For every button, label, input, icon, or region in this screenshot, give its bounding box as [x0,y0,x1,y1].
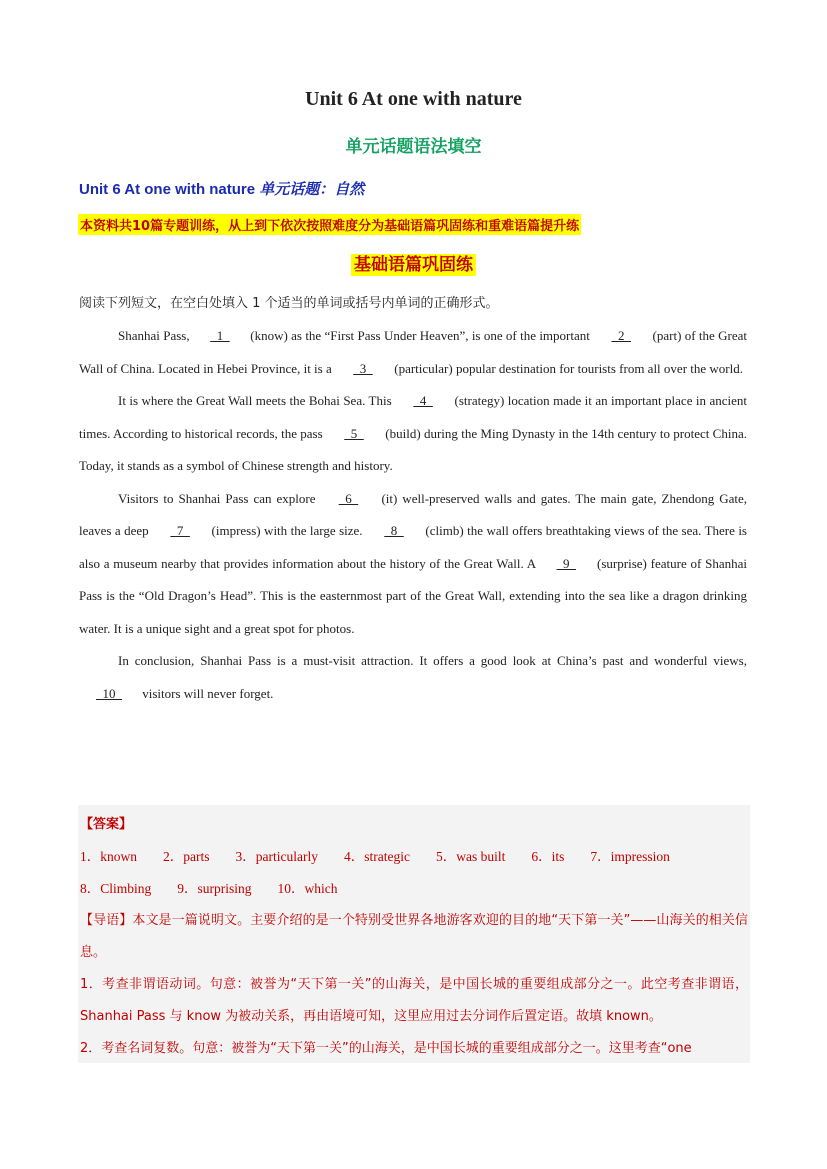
unit-topic-line [79,178,364,199]
unit-topic-en: Unit 6 At one with nature [79,181,260,198]
passage-text: (surprise) feature of Shanhai Pass is the “Old Dragon’s Head”. This is the easternmost part of the Great Wall, extending into the sea like a dragon drinking water. It is a unique sight and a great spot for photos. [79,555,748,636]
blank-6: 6 [338,490,359,506]
exercise-instruction: 阅读下列短文，在空白处填入 1 个适当的单词或括号内单词的正确形式。 [79,296,499,311]
section-heading [0,250,827,275]
answer-explanation-2: 2．考查名词复数。句意：被誉为“天下第一关”的山海关，是中国长城的重要组成部分之一。这里考查“one [80,1041,692,1056]
passage-text: (strategy) location made it an important place in ancient times. According to historical records, the pass [79,393,747,441]
blank-1: 1 [210,328,230,343]
answer-content [80,809,748,1065]
material-notice: 本资料共10篇专题训练，从上到下依次按照难度分为基础语篇巩固练和重难语篇提升练 [78,214,581,235]
blank-4: 4 [413,393,433,408]
passage-text: visitors will never forget. [139,685,274,701]
answer-item: 2．parts [163,849,210,864]
answer-item: 7．impression [590,849,670,864]
answer-item: 5．was built [435,849,506,864]
passage-paragraph-3 [79,483,747,646]
answer-item: 3．particularly [235,849,318,864]
passage-text: (build) during the Ming Dynasty in the 14th century to protect China. Today, it stands as a symbol of Chinese strength and history. [79,425,747,473]
answer-title: 【答案】 [80,817,133,832]
answer-item: 8．Climbing [80,881,152,896]
answer-item: 4．strategic [343,849,410,864]
section-heading-label: 基础语篇巩固练 [351,254,476,276]
answer-item: 9．surprising [177,881,252,896]
passage-text: Shanhai Pass, [118,328,193,343]
blank-2: 2 [611,328,631,343]
passage-text: In conclusion, Shanhai Pass is a must-visit attraction. It offers a good look at China’s past and wonderful views, [118,653,747,668]
passage-text: (part) of the Great Wall of China. Located in Hebei Province, it is a [79,328,747,376]
blank-9: 9 [556,555,576,571]
answer-item: 10．which [277,881,338,896]
blank-5: 5 [344,425,364,441]
passage-text: (impress) with the large size. [208,523,366,538]
answer-item: 6．its [531,849,565,864]
answer-explanation-1: 1．考查非谓语动词。句意：被誉为“天下第一关”的山海关，是中国长城的重要组成部分之一。此空考查非谓语，Shanhai Pass 与 know 为被动关系，再由语境可知，这里应用过去分词作后置定语。故填 known。 [80,977,748,1024]
answer-guide: 【导语】本文是一篇说明文。主要介绍的是一个特别受世界各地游客欢迎的目的地“天下第一关”——山海关的相关信息。 [80,913,748,960]
answer-row-2 [80,873,748,905]
blank-7: 7 [170,523,190,538]
document-title: Unit 6 At one with nature [305,88,522,110]
passage-text: (climb) the wall offers breathtaking views of the sea. There is also a museum nearby that provides information about the history of the Great Wall. A [79,523,747,571]
unit-topic-cn: 单元话题：自然 [259,180,365,198]
blank-3: 3 [353,360,373,376]
answer-item: 1．known [80,849,137,864]
passage-paragraph-2 [79,385,747,483]
passage-text: (particular) popular destination for tourists from all over the world. [391,360,743,376]
reading-passage [79,320,747,710]
passage-text: (know) as the “First Pass Under Heaven”, is one of the important [246,328,594,343]
passage-paragraph-1 [79,320,747,385]
passage-paragraph-4 [79,645,747,710]
document-subtitle: 单元话题语法填空 [345,137,482,157]
blank-8: 8 [384,523,404,538]
answer-row-1 [80,841,748,873]
answer-section [78,805,750,1063]
blank-10: 10 [96,685,122,701]
passage-text: (it) well-preserved walls and gates. The main gate, Zhendong Gate, leaves a deep [79,490,747,538]
passage-text: Visitors to Shanhai Pass can explore [118,490,321,506]
passage-text: It is where the Great Wall meets the Bohai Sea. This [118,393,396,408]
